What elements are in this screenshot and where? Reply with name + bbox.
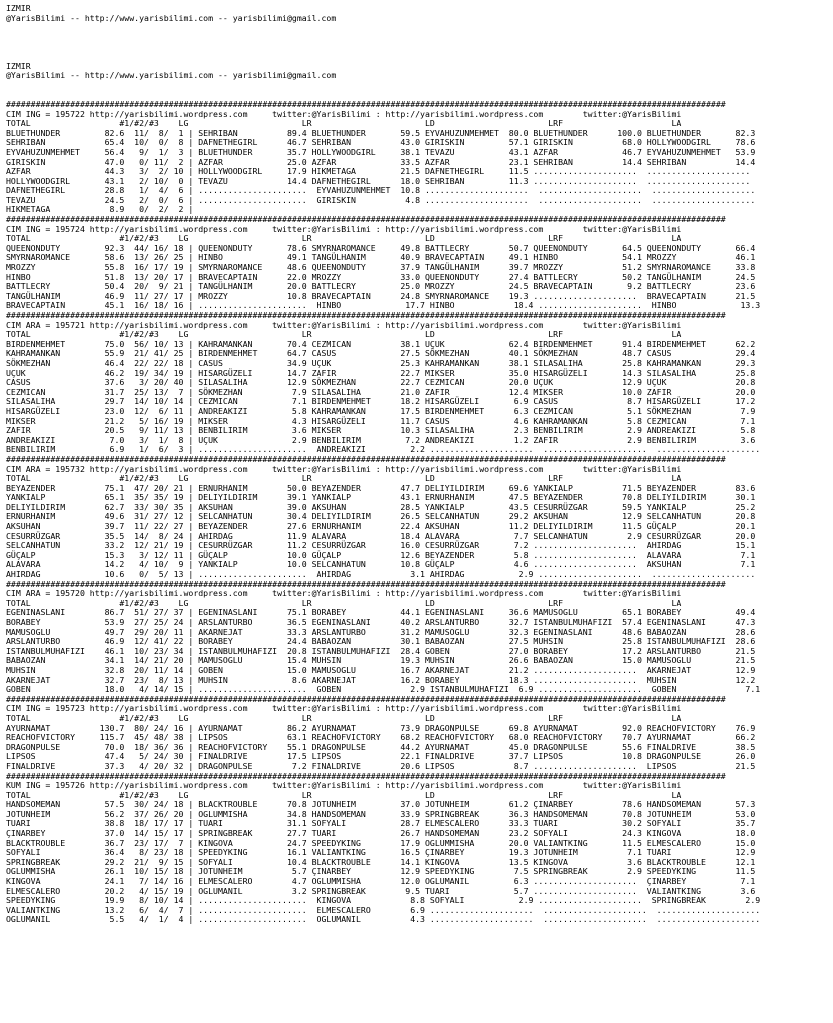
table-row: BENBILIRIM 6.9 1/ 6/ 3 | ...................... ANDREAKIZI 2.2 ..................... ..................... .....................: [6, 444, 761, 455]
table-row: BATTLECRY 50.4 20/ 9/ 21 | TANGÜLHANIM 20.0 BATTLECRY 25.0 MROZZY 24.5 BRAVECAPTAIN 9.2 BATTLECRY 23.6: [6, 281, 756, 292]
table-row: AKSUHAN 39.7 11/ 22/ 27 | BEYAZENDER 27.6 ERNURHANIM 22.4 AKSUHAN 11.2 DELIYILDIRIM 11.5 GÜÇALP 20.1: [6, 521, 756, 532]
table-row: ZAFIR 20.5 9/ 11/ 13 | BENBILIRIM 3.6 MIKSER 10.3 SILASALIHA 2.3 BENBILIRIM 2.9 ANDREAKIZI 5.8: [6, 425, 756, 436]
table-row: VALIANTKING 13.2 6/ 4/ 7 | ...................... ELMESCALERO 6.9 ..................... ..................... .....................: [6, 904, 761, 915]
table-row: QUEENONDUTY 92.3 44/ 16/ 18 | QUEENONDUTY 78.6 SMYRNAROMANCE 49.8 BATTLECRY 50.7 QUEENONDUTY 64.5 QUEENONDUTY 66.4: [6, 242, 756, 253]
table-row: SMYRNAROMANCE 58.6 13/ 26/ 25 | HINBO 49.1 TANGÜLHANIM 40.9 BRAVECAPTAIN 49.1 HINBO 54.1 MROZZY 46.1: [6, 252, 756, 263]
table-row: ALAVARA 14.2 4/ 10/ 9 | YANKIALP 10.0 SELCANHATUN 10.8 GÜÇALP 4.6 ..................... AKSUHAN 7.1: [6, 559, 756, 570]
column-header-line: TOTAL #1/#2/#3 LG LR LD LRF LA: [6, 118, 682, 129]
table-row: SPEEDYKING 19.9 8/ 10/ 14 | ...................... KINGOVA 8.8 SOFYALI 2.9 ..................... SPRINGBREAK 2.9: [6, 895, 761, 906]
blank-line: [6, 23, 833, 33]
contact-line: @YarisBilimi -- http://www.yarisbilimi.com -- yarisbilimi@gmail.com: [6, 70, 337, 81]
table-row: EGENINASLANI 86.7 51/ 27/ 37 | EGENINASLANI 75.1 BORABEY 44.1 EGENINASLANI 36.6 MAMUSOGLU 65.1 BORABEY 49.4: [6, 607, 756, 618]
table-row: OGLUMMISHA 26.1 10/ 15/ 18 | JOTUNHEIM 5.7 ÇINARBEY 12.9 SPEEDYKING 7.5 SPRINGBREAK 2.9 SPEEDYKING 11.5: [6, 866, 756, 877]
contact-line: @YarisBilimi -- http://www.yarisbilimi.com -- yarisbilimi@gmail.com: [6, 12, 337, 23]
table-row: REACHOFVICTORY 115.7 45/ 48/ 38 | LIPSOS 63.1 REACHOFVICTORY 68.2 REACHOFVICTORY 68.0 REACHOFVICTORY 70.7 AYURNAMAT 66.2: [6, 732, 756, 743]
table-row: MROZZY 55.8 16/ 17/ 19 | SMYRNAROMANCE 48.6 QUEENONDUTY 37.9 TANGÜLHANIM 39.7 MROZZY 51.2 SMYRNAROMANCE 33.8: [6, 262, 756, 273]
table-row: HANDSOMEMAN 57.5 30/ 24/ 18 | BLACKTROUBLE 70.8 JOTUNHEIM 37.0 JOTUNHEIM 61.2 ÇINARBEY 78.6 HANDSOMEMAN 57.3: [6, 799, 756, 810]
race-stats-text: [6, 4, 833, 925]
table-row: BEYAZENDER 75.1 47/ 20/ 21 | ERNURHANIM 50.0 BEYAZENDER 47.7 DELIYILDIRIM 69.6 YANKIALP 71.5 BEYAZENDER 83.6: [6, 482, 756, 493]
table-row: SILASALIHA 29.7 14/ 10/ 14 | CEZMICAN 7.1 BIRDENMEHMET 18.2 HISARGÜZELI 6.9 CASUS 8.7 HISARGÜZELI 17.2: [6, 396, 756, 407]
race-header-line: CIM ARA = 195720 http://yarisbilimi.wordpress.com twitter:@YarisBilimi : http://yarisbilimi.wordpress.com twitter:@YarisBilimi: [6, 588, 682, 599]
race-header-line: KUM ING = 195726 http://yarisbilimi.wordpress.com twitter:@YarisBilimi : http://yarisbilimi.wordpress.com twitter:@YarisBilimi: [6, 780, 682, 791]
table-row: MAMUSOGLU 49.7 29/ 20/ 11 | AKARNEJAT 33.3 ARSLANTURBO 31.2 MAMUSOGLU 32.3 EGENINASLANI 48.6 BABAOZAN 28.6: [6, 626, 756, 637]
table-row: KAHRAMANKAN 55.9 21/ 41/ 25 | BIRDENMEHMET 64.7 CASUS 27.5 SÖKMEZHAN 40.1 SÖKMEZHAN 48.7 CASUS 29.4: [6, 348, 756, 359]
table-row: YANKIALP 65.1 35/ 35/ 19 | DELIYILDIRIM 39.1 YANKIALP 43.1 ERNURHANIM 47.5 BEYAZENDER 70.8 DELIYILDIRIM 30.1: [6, 492, 756, 503]
table-row: AHIRDAG 10.6 0/ 5/ 13 | ...................... AHIRDAG 3.1 AHIRDAG 2.9 ..................... .....................: [6, 569, 756, 580]
table-row: GÜÇALP 15.3 3/ 12/ 11 | GÜÇALP 10.0 GÜÇALP 12.6 BEYAZENDER 5.8 ..................... ALAVARA 7.1: [6, 549, 756, 560]
table-row: JOTUNHEIM 56.2 37/ 26/ 20 | OGLUMMISHA 34.8 HANDSOMEMAN 33.9 SPRINGBREAK 36.3 HANDSOMEMAN 70.8 JOTUNHEIM 53.0: [6, 808, 756, 819]
table-row: EYVAHUZUNMEHMET 56.4 9/ 1/ 3 | BLUETHUNDER 35.7 HOLLYWOODGIRL 38.1 TEVAZU 43.1 AZFAR 46.7 EYVAHUZUNMEHMET 53.9: [6, 146, 756, 157]
table-row: SEHRIBAN 65.4 10/ 0/ 8 | DAFNETHEGIRL 46.7 SEHRIBAN 43.0 GIRISKIN 57.1 GIRISKIN 68.0 HOLLYWOODGIRL 78.6: [6, 137, 756, 148]
column-header-line: TOTAL #1/#2/#3 LG LR LD LRF LA: [6, 712, 682, 723]
separator-line: ##################################################################################################################################################: [6, 453, 726, 464]
table-row: TEVAZU 24.5 2/ 0/ 6 | ...................... GIRISKIN 4.8 ..................... ..................... .....................: [6, 194, 756, 205]
table-row: CEZMICAN 31.7 25/ 13/ 7 | SÖKMEZHAN 7.9 SILASALIHA 21.0 ZAFIR 12.4 MIKSER 10.0 ZAFIR 20.0: [6, 386, 756, 397]
blank-line: [6, 33, 833, 43]
table-row: HIKMETAGA 8.9 0/ 2/ 2 |: [6, 204, 194, 215]
table-row: BORABEY 53.9 27/ 25/ 24 | ARSLANTURBO 36.5 EGENINASLANI 40.2 ARSLANTURBO 32.7 ISTANBULMUHAFIZI 57.4 EGENINASLANI 47.3: [6, 617, 756, 627]
race-header-line: CIM ARA = 195721 http://yarisbilimi.wordpress.com twitter:@YarisBilimi : http://yarisbilimi.wordpress.com twitter:@YarisBilimi: [6, 319, 682, 330]
table-row: DRAGONPULSE 70.0 18/ 36/ 36 | REACHOFVICTORY 55.1 DRAGONPULSE 44.2 AYURNAMAT 45.0 DRAGONPULSE 55.6 FINALDRIVE 38.5: [6, 741, 756, 752]
race-header-line: CIM ING = 195723 http://yarisbilimi.wordpress.com twitter:@YarisBilimi : http://yarisbilimi.wordpress.com twitter:@YarisBilimi: [6, 703, 682, 714]
table-row: OGLUMANIL 5.5 4/ 1/ 4 | ...................... OGLUMANIL 4.3 ..................... ..................... .....................: [6, 914, 761, 925]
separator-line: ##################################################################################################################################################: [6, 310, 726, 320]
table-row: ELMESCALERO 20.2 4/ 15/ 19 | OGLUMANIL 3.2 SPRINGBREAK 9.5 TUARI 5.7 ..................... VALIANTKING 3.6: [6, 885, 756, 896]
separator-line: ##################################################################################################################################################: [6, 770, 726, 781]
race-header-line: CIM ING = 195724 http://yarisbilimi.wordpress.com twitter:@YarisBilimi : http://yarisbilimi.wordpress.com twitter:@YarisBilimi: [6, 223, 682, 234]
table-row: UÇUK 46.2 19/ 34/ 19 | HISARGÜZELI 14.7 ZAFIR 22.7 MIKSER 35.0 HISARGÜZELI 14.3 SILASALIHA 25.8: [6, 367, 756, 378]
table-row: AZFAR 44.3 3/ 2/ 10 | HOLLYWOODGIRL 17.9 HIKMETAGA 21.5 DAFNETHEGIRL 11.5 ..................... .....................: [6, 166, 751, 177]
city-title: IZMIR: [6, 60, 31, 71]
table-row: DELIYILDIRIM 62.7 33/ 30/ 35 | AKSUHAN 39.0 AKSUHAN 28.5 YANKIALP 43.5 CESURRÜZGAR 59.5 YANKIALP 25.2: [6, 501, 756, 512]
table-row: TUARI 38.8 18/ 17/ 17 | TUARI 31.1 SOFYALI 28.7 ELMESCALERO 33.3 TUARI 30.2 SOFYALI 35.7: [6, 818, 756, 829]
table-row: SELCANHATUN 33.2 12/ 21/ 19 | CESURRÜZGAR 11.2 CESURRÜZGAR 16.0 CESURRÜZGAR 7.2 ..................... AHIRDAG 15.1: [6, 540, 756, 551]
column-header-line: TOTAL #1/#2/#3 LG LR LD LRF LA: [6, 597, 682, 608]
table-row: AYURNAMAT 130.7 80/ 24/ 16 | AYURNAMAT 86.2 AYURNAMAT 73.9 DRAGONPULSE 69.8 AYURNAMAT 92.0 REACHOFVICTORY 76.9: [6, 722, 756, 733]
table-row: TANGÜLHANIM 46.9 11/ 27/ 17 | MROZZY 10.8 BRAVECAPTAIN 24.8 SMYRNAROMANCE 19.3 ..................... BRAVECAPTAIN 21.5: [6, 290, 756, 301]
table-row: BIRDENMEHMET 75.0 56/ 10/ 13 | KAHRAMANKAN 70.4 CEZMICAN 38.1 UÇUK 62.4 BIRDENMEHMET 91.4 BIRDENMEHMET 62.2: [6, 338, 756, 349]
table-row: LIPSOS 47.4 5/ 24/ 30 | FINALDRIVE 17.5 LIPSOS 22.1 FINALDRIVE 37.7 LIPSOS 10.8 DRAGONPULSE 26.0: [6, 751, 756, 762]
table-row: HISARGÜZELI 23.0 12/ 6/ 11 | ANDREAKIZI 5.8 KAHRAMANKAN 17.5 BIRDENMEHMET 6.3 CEZMICAN 5.1 SÖKMEZHAN 7.9: [6, 405, 756, 416]
table-row: ERNURHANIM 49.6 31/ 27/ 12 | SELCANHATUN 30.4 DELIYILDIRIM 26.5 SELCANHATUN 29.2 AKSUHAN 12.9 SELCANHATUN 20.8: [6, 511, 756, 522]
table-row: CESURRÜZGAR 35.5 14/ 8/ 24 | AHIRDAG 11.9 ALAVARA 18.4 ALAVARA 7.7 SELCANHATUN 2.9 CESURRÜZGAR 20.0: [6, 530, 756, 541]
blank-line: [6, 52, 833, 62]
table-row: ANDREAKIZI 7.0 3/ 1/ 8 | UÇUK 2.9 BENBILIRIM 7.2 ANDREAKIZI 1.2 ZAFIR 2.9 BENBILIRIM 3.6: [6, 434, 756, 445]
table-row: DAFNETHEGIRL 28.8 1/ 4/ 6 | ...................... EYVAHUZUNMEHMET 10.8 ..................... ..................... .....................: [6, 185, 756, 196]
column-header-line: TOTAL #1/#2/#3 LG LR LD LRF LA: [6, 329, 682, 340]
table-row: SOFYALI 36.4 8/ 23/ 18 | SPEEDYKING 16.1 VALIANTKING 16.5 ÇINARBEY 19.3 JOTUNHEIM 7.1 TUARI 12.9: [6, 847, 756, 858]
table-row: HINBO 51.8 13/ 20/ 17 | BRAVECAPTAIN 22.0 MROZZY 33.0 QUEENONDUTY 27.4 BATTLECRY 50.2 TANGÜLHANIM 24.5: [6, 271, 756, 282]
table-row: ISTANBULMUHAFIZI 46.1 10/ 23/ 34 | ISTANBULMUHAFIZI 20.8 ISTANBULMUHAFIZI 28.4 GOBEN 27.0 BORABEY 17.2 ARSLANTURBO 21.5: [6, 645, 756, 656]
column-header-line: TOTAL #1/#2/#3 LG LR LD LRF LA: [6, 789, 682, 800]
column-header-line: TOTAL #1/#2/#3 LG LR LD LRF LA: [6, 473, 682, 484]
separator-line: ##################################################################################################################################################: [6, 693, 726, 704]
table-row: CASUS 37.6 3/ 20/ 40 | SILASALIHA 12.9 SÖKMEZHAN 22.7 CEZMICAN 20.0 UÇUK 12.9 UÇUK 20.8: [6, 377, 756, 388]
table-row: BABAOZAN 34.1 14/ 21/ 20 | MAMUSOGLU 15.4 MUHSIN 19.3 MUHSIN 26.6 BABAOZAN 15.0 MAMUSOGLU 21.5: [6, 655, 756, 666]
city-title: IZMIR: [6, 3, 31, 13]
table-row: MUHSIN 32.8 20/ 11/ 14 | GOBEN 15.0 MAMUSOGLU 16.7 AKARNEJAT 21.2 ..................... AKARNEJAT 12.9: [6, 664, 756, 675]
table-row: MIKSER 21.2 5/ 16/ 19 | MIKSER 4.3 HISARGÜZELI 11.7 CASUS 4.6 KAHRAMANKAN 5.8 CEZMICAN 7.1: [6, 415, 756, 426]
table-row: HOLLYWOODGIRL 43.1 2/ 10/ 0 | TEVAZU 14.4 DAFNETHEGIRL 18.0 SEHRIBAN 11.3 ..................... .....................: [6, 175, 751, 186]
separator-line: ##################################################################################################################################################: [6, 98, 726, 109]
table-row: GOBEN 18.0 4/ 14/ 15 | ...................... GOBEN 2.9 ISTANBULMUHAFIZI 6.9 ..................... GOBEN 7.1: [6, 684, 761, 695]
separator-line: ##################################################################################################################################################: [6, 214, 726, 225]
table-row: AKARNEJAT 32.7 23/ 8/ 13 | MUHSIN 8.6 AKARNEJAT 16.2 BORABEY 18.3 ..................... MUHSIN 12.2: [6, 674, 756, 685]
table-row: ARSLANTURBO 46.9 12/ 41/ 22 | BORABEY 24.4 BABAOZAN 30.1 BABAOZAN 27.5 MUHSIN 25.8 ISTANBULMUHAFIZI 28.6: [6, 636, 756, 647]
table-row: BLUETHUNDER 82.6 11/ 8/ 1 | SEHRIBAN 89.4 BLUETHUNDER 59.5 EYVAHUZUNMEHMET 80.0 BLUETHUNDER 100.0 BLUETHUNDER 82.3: [6, 127, 756, 138]
race-header-line: CIM ING = 195722 http://yarisbilimi.wordpress.com twitter:@YarisBilimi : http://yarisbilimi.wordpress.com twitter:@YarisBilimi: [6, 108, 682, 119]
table-row: GIRISKIN 47.0 0/ 11/ 2 | AZFAR 25.0 AZFAR 33.5 AZFAR 23.1 SEHRIBAN 14.4 SEHRIBAN 14.4: [6, 156, 756, 167]
table-row: ÇINARBEY 37.0 14/ 15/ 17 | SPRINGBREAK 27.7 TUARI 26.7 HANDSOMEMAN 23.2 SOFYALI 24.3 KINGOVA 18.0: [6, 828, 756, 839]
table-row: KINGOVA 24.1 7/ 14/ 16 | ELMESCALERO 4.7 OGLUMMISHA 12.0 OGLUMANIL 6.3 ..................... ÇINARBEY 7.1: [6, 876, 756, 887]
blank-line: [6, 42, 833, 52]
blank-line: [6, 81, 833, 91]
table-row: SPRINGBREAK 29.2 21/ 9/ 15 | SOFYALI 10.4 BLACKTROUBLE 14.1 KINGOVA 13.5 KINGOVA 3.6 BLACKTROUBLE 12.1: [6, 856, 756, 867]
table-row: FINALDRIVE 37.3 4/ 20/ 32 | DRAGONPULSE 7.2 FINALDRIVE 20.6 LIPSOS 8.7 ..................... LIPSOS 21.5: [6, 760, 756, 771]
table-row: SÖKMEZHAN 46.4 22/ 22/ 18 | CASUS 34.9 UÇUK 25.3 KAHRAMANKAN 38.1 SILASALIHA 25.8 KAHRAMANKAN 29.3: [6, 357, 756, 368]
column-header-line: TOTAL #1/#2/#3 LG LR LD LRF LA: [6, 233, 682, 244]
race-header-line: CIM ARA = 195732 http://yarisbilimi.wordpress.com twitter:@YarisBilimi : http://yarisbilimi.wordpress.com twitter:@YarisBilimi: [6, 463, 682, 474]
separator-line: ##################################################################################################################################################: [6, 578, 726, 589]
table-row: BLACKTROUBLE 36.7 23/ 17/ 7 | KINGOVA 24.7 SPEEDYKING 17.9 OGLUMMISHA 20.0 VALIANTKING 11.5 ELMESCALERO 15.0: [6, 837, 756, 848]
table-row: BRAVECAPTAIN 45.1 16/ 18/ 16 | ...................... HINBO 17.7 HINBO 18.4 ..................... HINBO 13.3: [6, 300, 761, 311]
